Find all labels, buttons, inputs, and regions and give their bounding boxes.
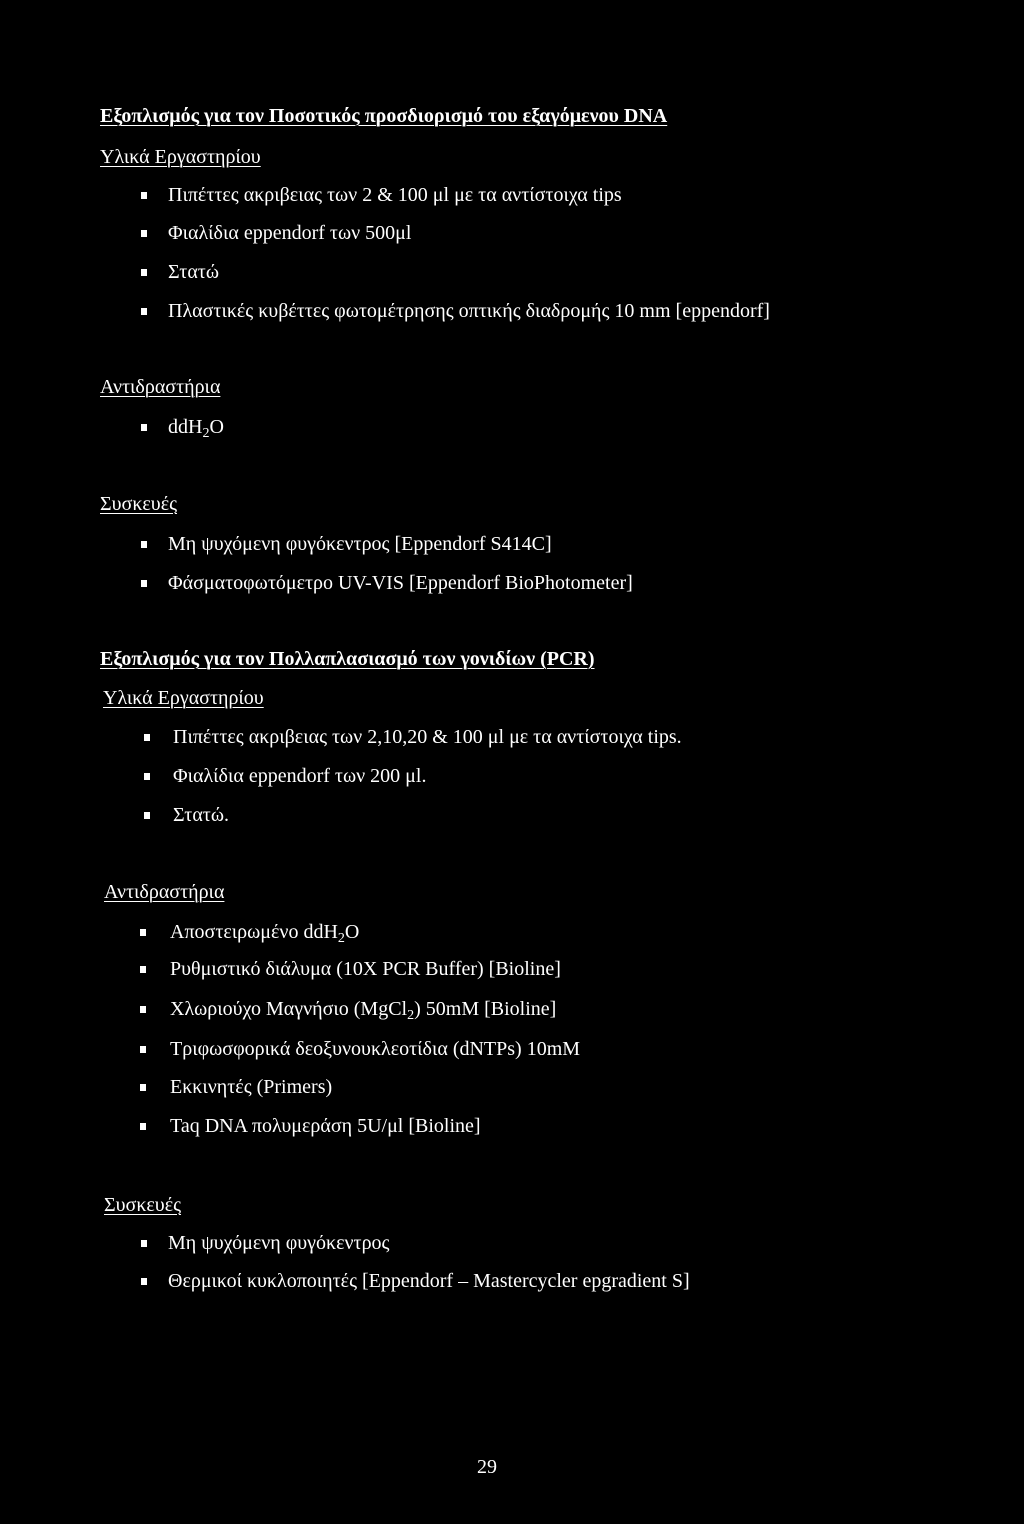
list-item-text: Μη ψυχόμενη φυγόκεντρος [Eppendorf S414C] [168, 533, 552, 555]
list-item [168, 415, 224, 439]
list-item [170, 1114, 481, 1138]
list-item [170, 1075, 332, 1099]
list-item [168, 299, 770, 323]
bullet-icon [141, 308, 147, 315]
section-1-reagents-heading: Αντιδραστήρια [100, 376, 221, 398]
formula-subscript: 2 [407, 1008, 415, 1023]
section-1-heading: Εξοπλισμός για τον Ποσοτικός προσδιορισμό του εξαγόμενου DNA [100, 105, 668, 127]
list-item [168, 260, 219, 284]
list-item [173, 803, 229, 827]
list-item-text: Στατώ [168, 261, 219, 283]
bullet-icon [144, 812, 150, 819]
list-item-text: Φιαλίδια eppendorf των 500μl [168, 222, 412, 244]
bullet-icon [141, 1240, 147, 1247]
list-item-text: Πλαστικές κυβέττες φωτομέτρησης οπτικής διαδρομής 10 mm [eppendorf] [168, 300, 770, 322]
list-item [170, 920, 359, 944]
bullet-icon [140, 929, 146, 936]
list-item-text: Ρυθμιστικό διάλυμα (10X PCR Buffer) [Bioline] [170, 958, 561, 980]
formula-text: ) 50mM [Bioline] [414, 998, 557, 1020]
bullet-icon [141, 1278, 147, 1285]
bullet-icon [141, 424, 147, 431]
list-item-text: Φάσματοφωτόμετρο UV-VIS [Eppendorf BioPhotometer] [168, 572, 633, 594]
bullet-icon [144, 734, 150, 741]
bullet-icon [141, 541, 147, 548]
list-item-text: Στατώ. [173, 804, 229, 826]
bullet-icon [141, 230, 147, 237]
list-item [170, 997, 556, 1021]
section-1-devices-heading: Συσκευές [100, 493, 178, 515]
bullet-icon [141, 580, 147, 587]
formula-text: O [209, 416, 224, 438]
list-item [168, 571, 633, 595]
list-item [168, 183, 622, 207]
list-item-text: Πιπέττες ακριβειας των 2 & 100 μl με τα αντίστοιχα tips [168, 184, 622, 206]
list-item [168, 1231, 389, 1255]
list-item-text [168, 416, 224, 441]
section-1-materials-heading: Υλικά Εργαστηρίου [100, 146, 261, 168]
bullet-icon [140, 1046, 146, 1053]
list-item-text: Φιαλίδια eppendorf των 200 μl. [173, 765, 427, 787]
list-item-text: Θερμικοί κυκλοποιητές [Eppendorf – Mastercycler epgradient S] [168, 1270, 690, 1292]
bullet-icon [144, 773, 150, 780]
bullet-icon [140, 1084, 146, 1091]
bullet-icon [140, 1006, 146, 1013]
list-item [173, 725, 682, 749]
formula-text: O [344, 921, 360, 943]
bullet-icon [141, 192, 147, 199]
formula-text: Αποστειρωμένο ddH [170, 921, 338, 943]
section-2-heading: Εξοπλισμός για τον Πολλαπλασιασμό των γονιδίων (PCR) [100, 648, 595, 670]
bullet-icon [140, 966, 146, 973]
list-item [168, 532, 552, 556]
bullet-icon [141, 269, 147, 276]
list-item-text: Εκκινητές (Primers) [170, 1076, 333, 1098]
section-2-devices-heading: Συσκευές [104, 1194, 182, 1216]
formula-subscript: 2 [337, 931, 345, 946]
bullet-icon [140, 1123, 146, 1130]
list-item-text: Μη ψυχόμενη φυγόκεντρος [168, 1232, 390, 1254]
list-item [170, 1037, 580, 1061]
list-item [168, 1269, 690, 1293]
formula-text: ddH [168, 416, 203, 438]
list-item [168, 221, 411, 245]
list-item-text: Πιπέττες ακριβειας των 2,10,20 & 100 μl με τα αντίστοιχα tips. [173, 726, 682, 748]
list-item-text [170, 921, 360, 946]
formula-text: Χλωριούχο Μαγνήσιο (MgCl [170, 998, 408, 1020]
list-item-text: Τριφωσφορικά δεοξυνουκλεοτίδια (dNTPs) 10mM [170, 1038, 581, 1060]
section-2-reagents-heading: Αντιδραστήρια [104, 881, 225, 903]
list-item-text [170, 998, 557, 1023]
list-item-text: Taq DNA πολυμεράση 5U/μl [Bioline] [170, 1115, 481, 1137]
formula-subscript: 2 [202, 426, 210, 441]
list-item [170, 957, 561, 981]
page-number: 29 [477, 1456, 497, 1478]
list-item [173, 764, 426, 788]
section-2-materials-heading: Υλικά Εργαστηρίου [103, 687, 264, 709]
